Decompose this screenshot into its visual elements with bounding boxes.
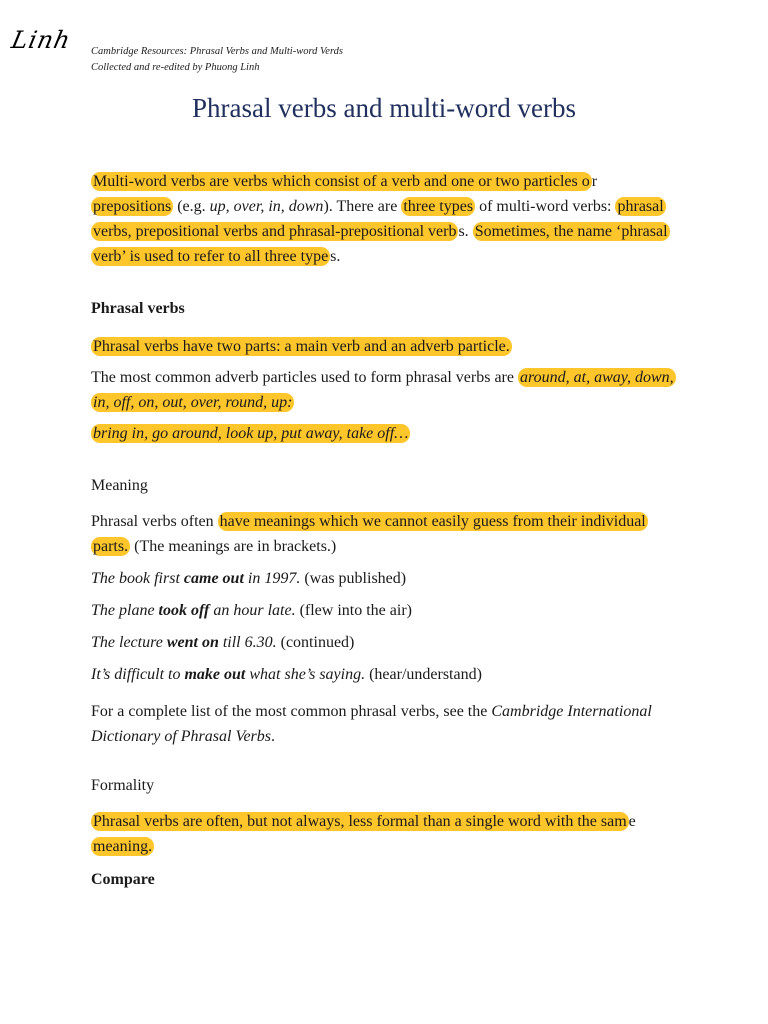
text: r <box>591 173 598 190</box>
gloss: (continued) <box>276 634 355 651</box>
section-heading-meaning: Meaning <box>91 477 148 494</box>
text: . <box>271 728 275 745</box>
highlight: bring in, go around, look up, put away, take off… <box>93 425 409 442</box>
document-header <box>91 44 343 76</box>
dictionary-reference: Cambridge International Dictionary of Phrasal Verbs <box>91 703 652 745</box>
gloss: (hear/understand) <box>365 666 482 683</box>
formality-paragraph <box>91 809 681 859</box>
gloss: (flew into the air) <box>295 602 412 619</box>
highlight: around, at, away, down, in, off, on, out, over, round, up: <box>93 369 674 411</box>
text: of multi-word verbs: <box>475 198 616 215</box>
text: The plane <box>91 602 159 619</box>
highlight: Sometimes, the name ‘phrasal verb’ is used to refer to all three type <box>93 223 668 265</box>
section-heading-formality: Formality <box>91 777 155 794</box>
section-heading-phrasal-verbs: Phrasal verbs <box>91 300 185 317</box>
text: in 1997. <box>243 570 301 587</box>
document-body <box>91 169 681 892</box>
header-credit: Collected and re-edited by Phuong Linh <box>91 62 260 73</box>
text: s. <box>458 223 473 240</box>
example-sentence <box>91 566 681 591</box>
text: e <box>628 813 636 830</box>
text: (e.g. <box>173 198 210 215</box>
text: what she’s saying. <box>245 666 366 683</box>
phrasal-verb: went on <box>166 634 219 651</box>
meaning-paragraph <box>91 509 681 559</box>
phrasal-verb: took off <box>158 602 210 619</box>
highlight: Multi-word verbs are verbs which consist of a verb and one or two particles o <box>93 173 590 190</box>
intro-paragraph <box>91 169 681 269</box>
section-heading-compare: Compare <box>91 871 155 888</box>
page-title: Phrasal verbs and multi-word verbs <box>192 93 576 123</box>
text: It’s difficult to <box>91 666 185 683</box>
phrasal-verb: came out <box>183 570 244 587</box>
text: an hour late. <box>209 602 296 619</box>
two-parts-paragraph <box>91 334 681 359</box>
highlight: Phrasal verbs are often, but not always, less formal than a single word with the sam <box>93 813 627 830</box>
text: Phrasal verbs often <box>91 513 218 530</box>
text: The book first <box>91 570 184 587</box>
examples-line <box>91 421 681 446</box>
example-sentence <box>91 630 681 655</box>
highlight: three types <box>403 198 474 215</box>
example-sentence <box>91 598 681 623</box>
highlight: have meanings which we cannot easily guess from their individual parts. <box>93 513 646 555</box>
signature: Linh <box>9 26 74 54</box>
example-particles: up, over, in, down <box>209 198 324 215</box>
particles-paragraph <box>91 365 681 415</box>
highlight: Phrasal verbs have two parts: a main verb and an adverb particle. <box>93 338 510 355</box>
gloss: (was published) <box>300 570 407 587</box>
highlight: prepositions <box>93 198 172 215</box>
phrasal-verb: make out <box>184 666 246 683</box>
text: (The meanings are in brackets.) <box>130 538 337 555</box>
highlight: phrasal verbs, prepositional verbs and phrasal-prepositional verb <box>93 198 664 240</box>
header-source: Cambridge Resources: Phrasal Verbs and Multi-word Verds <box>91 46 343 57</box>
text: s. <box>330 248 341 265</box>
highlight: meaning. <box>93 838 153 855</box>
text: The most common adverb particles used to form phrasal verbs are <box>91 369 518 386</box>
text: till 6.30. <box>218 634 277 651</box>
text: The lecture <box>91 634 167 651</box>
text: For a complete list of the most common phrasal verbs, see the <box>91 703 492 720</box>
example-sentence <box>91 662 681 687</box>
complete-list-paragraph <box>91 699 681 749</box>
text: ). There are <box>323 198 402 215</box>
